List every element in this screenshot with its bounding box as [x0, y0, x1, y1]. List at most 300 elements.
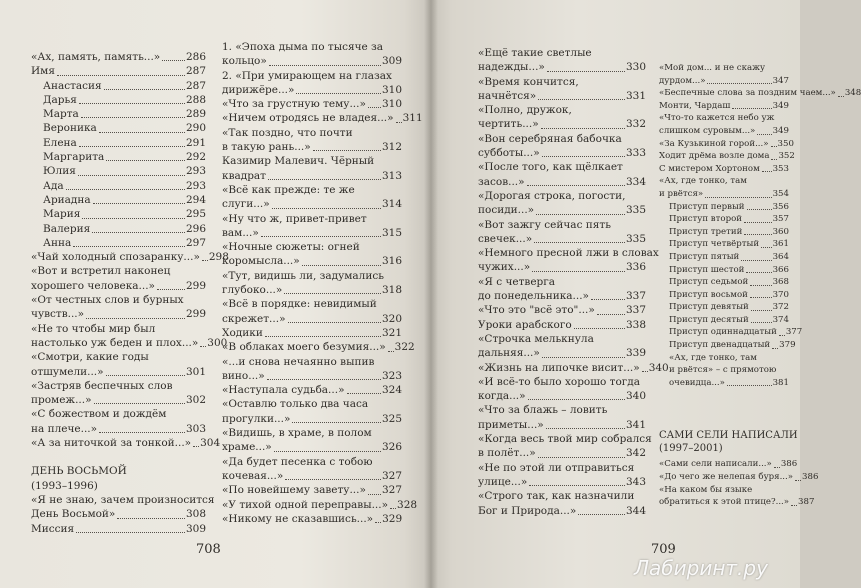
toc-leader-dots — [268, 179, 381, 180]
toc-leader-dots — [117, 518, 185, 519]
toc-entry — [31, 236, 206, 250]
toc-leader-dots — [292, 422, 381, 423]
toc-entry — [478, 232, 646, 246]
toc-entry-page: 315 — [381, 226, 402, 239]
toc-leader-dots — [202, 260, 208, 261]
toc-leader-dots — [751, 310, 772, 311]
toc-entry-title: Ходит дрёма возле дома — [659, 151, 770, 162]
toc-entry-line: «Застряв беспечных слов — [31, 379, 173, 392]
toc-entry-page: 316 — [381, 255, 402, 268]
toc-entry-title: «Что это "всё это"...» — [478, 304, 595, 317]
toc-entry — [478, 175, 646, 189]
toc-entry-title: Анна — [43, 236, 72, 249]
toc-entry-line: «Тут, видишь ли, задумались — [222, 269, 384, 282]
toc-leader-dots — [574, 328, 625, 329]
toc-entry — [31, 93, 206, 107]
toc-entry-page: 332 — [625, 118, 646, 131]
toc-entry-title: Миссия — [31, 522, 75, 535]
toc-leader-dots — [93, 203, 185, 204]
toc-entry-page: 348 — [844, 88, 861, 99]
toc-entry — [659, 125, 789, 138]
toc-entry — [222, 226, 402, 240]
toc-entry-title: «Наступала судьба...» — [222, 384, 345, 397]
toc-leader-dots — [106, 160, 185, 161]
toc-leader-dots — [94, 403, 185, 404]
toc-leader-dots — [529, 485, 625, 486]
toc-entry-title: скрежет...» — [222, 312, 286, 325]
toc-entry-title: Приступ пятый — [669, 251, 740, 262]
toc-leader-dots — [795, 480, 801, 481]
toc-entry-title: Маргарита — [43, 151, 105, 164]
toc-leader-dots — [791, 505, 797, 506]
toc-entry-title: на плече...» — [31, 422, 98, 435]
toc-leader-dots — [375, 522, 381, 523]
toc-leader-dots — [79, 146, 185, 147]
toc-leader-dots — [741, 260, 771, 261]
toc-entry-title: «Беспечные слова за поздним чаем...» — [659, 88, 836, 99]
toc-entry-line: «Ночные сюжеты: огней — [222, 241, 360, 254]
toc-leader-dots — [86, 318, 185, 319]
toc-entry-title: глубоко...» — [222, 284, 283, 297]
toc-entry-page: 286 — [185, 51, 206, 63]
toc-entry-page: 366 — [772, 264, 789, 275]
toc-entry-line: «От честных слов и бурных — [31, 294, 184, 307]
toc-entry-title: «Сами сели написали...» — [659, 459, 772, 470]
toc-entry-page: 334 — [625, 175, 646, 188]
toc-entry-title: и рвётся» — [659, 188, 704, 199]
toc-entry — [31, 365, 206, 379]
toc-entry-title: «До чего же нелепая буря...» — [659, 472, 794, 483]
toc-entry-title: начнётся» — [478, 89, 537, 102]
toc-entry-title: Анастасия — [43, 79, 102, 92]
toc-entry-line: и рвётся» – с прямотою — [669, 365, 777, 376]
toc-entry-line: «Я с четверга — [478, 275, 556, 288]
toc-leader-dots — [779, 335, 785, 336]
toc-entry-title: Приступ шестой — [669, 264, 745, 275]
toc-leader-dots — [727, 385, 772, 386]
toc-entry-line: Казимир Малевич. Чёрный — [222, 155, 375, 168]
toc-entry-page: 337 — [625, 290, 646, 303]
toc-leader-dots — [772, 348, 778, 349]
toc-entry-line: 1. «Эпоха дыма по тысяче за — [222, 41, 384, 53]
toc-entry-page: 350 — [777, 138, 794, 149]
toc-leader-dots — [542, 156, 625, 157]
toc-entry — [478, 89, 646, 103]
toc-entry-page: 303 — [185, 422, 206, 435]
toc-leader-dots — [269, 65, 381, 66]
toc-entry-title: Уроки арабского — [478, 318, 572, 331]
toc-entry-title: Марта — [43, 108, 79, 121]
toc-leader-dots — [296, 93, 381, 94]
toc-entry-line: «Ах, где тонко, там — [659, 176, 747, 187]
toc-entry-page: 309 — [185, 522, 206, 535]
section-heading: САМИ СЕЛИ НАПИСАЛИ — [659, 430, 798, 442]
toc-leader-dots — [302, 265, 381, 266]
toc-leader-dots — [532, 271, 625, 272]
toc-entry-page: 360 — [772, 226, 789, 237]
toc-entry-title: дальняя...» — [478, 347, 540, 360]
toc-entry-title: «У тихой одной переправы...» — [222, 498, 389, 511]
toc-entry-line: «Не то чтобы мир был — [31, 322, 156, 335]
toc-leader-dots — [390, 508, 396, 509]
toc-entry-title: Имя — [31, 65, 55, 78]
toc-entry-line: «Оставлю только два часа — [222, 398, 369, 411]
toc-leader-dots — [368, 494, 381, 495]
toc-entry-page: 299 — [185, 279, 206, 292]
toc-entry-page: 298 — [208, 251, 229, 264]
toc-leader-dots — [267, 379, 381, 380]
toc-entry-line: «Когда весь твой мир собрался — [478, 433, 652, 446]
toc-entry — [31, 336, 228, 350]
toc-entry-title: чужих...» — [478, 261, 531, 274]
toc-entry — [659, 226, 789, 239]
toc-entry — [31, 222, 206, 236]
toc-entry — [659, 87, 861, 100]
toc-entry-page: 299 — [185, 308, 206, 321]
watermark-logo: Лабиринт.ру — [634, 556, 768, 580]
toc-entry — [478, 418, 646, 432]
toc-entry-page: 340 — [648, 361, 669, 374]
toc-entry — [659, 251, 789, 264]
toc-entry-title: свечек...» — [478, 232, 533, 245]
toc-entry-page: 387 — [798, 497, 815, 508]
toc-leader-dots — [541, 128, 625, 129]
toc-entry-title: День Восьмой» — [31, 508, 116, 521]
toc-entry-page: 352 — [778, 151, 795, 162]
toc-entry — [659, 138, 794, 151]
toc-entry-title: Ада — [43, 179, 64, 192]
right-page-column-2 — [659, 62, 861, 509]
toc-entry-page: 356 — [772, 201, 789, 212]
toc-entry — [222, 140, 402, 154]
toc-entry-title: до понедельника...» — [478, 290, 589, 303]
toc-entry-title: «Что за грустную тему...» — [222, 98, 366, 111]
toc-leader-dots — [274, 451, 381, 452]
toc-entry-line: «После того, как щёлкает — [478, 161, 623, 174]
toc-entry — [659, 150, 795, 163]
toc-entry-page: 370 — [772, 289, 789, 300]
toc-leader-dots — [538, 99, 625, 100]
toc-leader-dots — [546, 428, 625, 429]
toc-entry — [659, 471, 819, 484]
toc-entry — [659, 289, 789, 302]
toc-entry — [659, 458, 798, 471]
toc-entry-page: 353 — [772, 163, 789, 174]
toc-entry-page: 326 — [381, 441, 402, 454]
toc-entry — [31, 121, 206, 135]
toc-entry-line: «Да будет песенка с тобою — [222, 455, 373, 468]
toc-leader-dots — [284, 293, 381, 294]
toc-entry-title: слуги...» — [222, 198, 270, 211]
toc-leader-dots — [771, 159, 777, 160]
toc-leader-dots — [76, 532, 185, 533]
toc-leader-dots — [774, 467, 780, 468]
toc-entry — [222, 498, 418, 512]
toc-entry-title: Вероника — [43, 122, 97, 135]
toc-entry-title: чертить...» — [478, 118, 539, 131]
toc-entry-page: 337 — [625, 304, 646, 317]
toc-leader-dots — [272, 208, 381, 209]
toc-entry-title: дирижёре...» — [222, 83, 295, 96]
toc-entry-line: «Я не знаю, зачем произносится — [31, 493, 215, 506]
toc-entry-page: 374 — [772, 314, 789, 325]
toc-entry-line: «Дорогая строка, погости, — [478, 189, 626, 202]
toc-entry-page: 368 — [772, 277, 789, 288]
right-page-column-1 — [478, 46, 669, 518]
toc-entry-title: Приступ девятый — [669, 302, 749, 313]
toc-leader-dots — [707, 83, 771, 84]
toc-entry — [659, 75, 789, 88]
toc-entry-page: 344 — [625, 504, 646, 517]
toc-leader-dots — [388, 351, 394, 352]
toc-entry — [659, 213, 789, 226]
toc-leader-dots — [761, 247, 772, 248]
section-block — [659, 429, 798, 455]
toc-leader-dots — [536, 214, 625, 215]
toc-entry — [222, 440, 402, 454]
toc-entry-page: 379 — [779, 340, 796, 351]
toc-entry-line: «Полно, дружок, — [478, 104, 572, 117]
toc-entry-title: Елена — [43, 136, 77, 149]
toc-leader-dots — [746, 272, 771, 273]
toc-entry-line: «Видишь, в храме, в полом — [222, 427, 372, 440]
toc-entry — [478, 60, 646, 74]
toc-entry-title: Ходики — [222, 326, 263, 339]
toc-entry-page: 330 — [625, 61, 646, 74]
toc-entry — [31, 79, 206, 93]
toc-entry-page: 290 — [185, 122, 206, 135]
toc-entry-title: Приступ седьмой — [669, 277, 749, 288]
toc-entry — [478, 289, 646, 303]
toc-entry-page: 340 — [625, 390, 646, 403]
toc-leader-dots — [200, 346, 206, 347]
toc-entry-page: 289 — [185, 108, 206, 121]
toc-entry-title: С мистером Хортоном — [659, 163, 760, 174]
toc-entry-title: промеж...» — [31, 394, 92, 407]
toc-entry — [659, 496, 815, 509]
toc-entry-page: 361 — [772, 239, 789, 250]
toc-entry — [222, 197, 402, 211]
toc-leader-dots — [538, 457, 625, 458]
toc-entry — [222, 483, 402, 497]
toc-entry-page: 308 — [185, 508, 206, 521]
toc-entry-line: «Не по этой ли отправиться — [478, 461, 635, 474]
toc-entry — [659, 314, 789, 327]
toc-leader-dots — [79, 103, 185, 104]
toc-entry-page: 310 — [381, 83, 402, 96]
toc-entry — [478, 146, 646, 160]
toc-leader-dots — [78, 175, 185, 176]
toc-entry-title: «По новейшему завету...» — [222, 484, 366, 497]
toc-leader-dots — [705, 197, 771, 198]
toc-entry-title: Приступ восьмой — [669, 289, 748, 300]
toc-entry-title: «Никому не сказавшись...» — [222, 512, 374, 525]
toc-entry-title: Приступ десятый — [669, 314, 749, 325]
toc-entry-title: дурдом...» — [659, 75, 706, 86]
toc-entry-title: Приступ третий — [669, 226, 743, 237]
toc-entry-title: Валерия — [43, 222, 91, 235]
toc-entry-title: улице...» — [478, 475, 528, 488]
toc-entry — [659, 339, 796, 352]
toc-entry-title: вино...» — [222, 369, 265, 382]
toc-entry-page: 341 — [625, 418, 646, 431]
toc-entry-title: «Чай холодный спозаранку...» — [31, 251, 200, 264]
toc-entry-line: «...и снова нечаянно выпив — [222, 355, 375, 368]
toc-entry-line: «Мой дом... и не скажу — [659, 63, 766, 73]
toc-entry-title: Бог и Природа...» — [478, 504, 577, 517]
toc-entry-page: 309 — [381, 55, 402, 68]
toc-entry — [31, 136, 206, 150]
toc-entry-line: «Что за блажь – ловить — [478, 404, 608, 417]
toc-entry-title: Мария — [43, 208, 81, 221]
toc-entry-page: 331 — [625, 89, 646, 102]
toc-leader-dots — [542, 357, 625, 358]
toc-entry — [31, 150, 206, 164]
toc-leader-dots — [288, 322, 381, 323]
toc-entry — [478, 446, 646, 460]
toc-leader-dots — [757, 134, 771, 135]
toc-leader-dots — [396, 122, 402, 123]
toc-entry — [31, 436, 221, 450]
toc-entry-page: 335 — [625, 232, 646, 245]
toc-entry — [478, 389, 646, 403]
toc-leader-dots — [193, 446, 199, 447]
toc-leader-dots — [313, 150, 381, 151]
toc-entry — [478, 117, 646, 131]
toc-entry-page: 301 — [185, 365, 206, 378]
toc-entry-title: «Ах, память, память...» — [31, 51, 161, 63]
toc-leader-dots — [750, 285, 771, 286]
toc-entry — [31, 207, 206, 221]
toc-leader-dots — [57, 75, 185, 76]
toc-entry-page: 347 — [772, 75, 789, 86]
toc-entry — [659, 163, 789, 176]
toc-entry — [31, 64, 206, 78]
toc-entry-line: «Ещё такие светлые — [478, 47, 592, 59]
toc-entry-title: «Жизнь на липочке висит...» — [478, 361, 640, 374]
toc-entry-title: хорошего человека...» — [31, 279, 155, 292]
toc-entry-title: в такую рань...» — [222, 141, 311, 154]
toc-entry — [659, 264, 789, 277]
toc-entry-page: 343 — [625, 475, 646, 488]
toc-leader-dots — [157, 289, 185, 290]
toc-entry-page: 310 — [381, 98, 402, 111]
toc-entry — [222, 54, 402, 68]
toc-entry-page: 372 — [772, 302, 789, 313]
toc-entry-title: Приступ четвёртый — [669, 239, 760, 250]
toc-entry-page: 328 — [397, 498, 418, 511]
toc-entry — [478, 504, 646, 518]
toc-entry — [31, 522, 206, 536]
toc-leader-dots — [547, 71, 625, 72]
toc-entry-page: 313 — [381, 169, 402, 182]
toc-entry-page: 300 — [207, 336, 228, 349]
toc-entry — [222, 97, 402, 111]
toc-entry-line: «Строчка мелькнула — [478, 332, 594, 345]
toc-leader-dots — [106, 375, 185, 376]
toc-leader-dots — [762, 171, 772, 172]
toc-entry-page: 349 — [772, 100, 789, 111]
toc-entry — [659, 377, 789, 390]
toc-entry-title: очевидца...» — [669, 377, 725, 388]
toc-entry-page: 304 — [200, 437, 221, 450]
toc-entry-page: 324 — [381, 384, 402, 397]
toc-entry-line: «Вот зажгу сейчас пять — [478, 218, 611, 231]
toc-entry — [222, 283, 402, 297]
toc-entry-page: 386 — [780, 459, 798, 470]
toc-entry-page: 342 — [625, 447, 646, 460]
toc-entry-title: субботы...» — [478, 147, 540, 160]
toc-entry-page: 364 — [772, 251, 789, 262]
toc-leader-dots — [82, 218, 185, 219]
toc-entry-line: «Немного пресной лжи в словах — [478, 247, 659, 260]
toc-entry — [659, 301, 789, 314]
toc-entry — [659, 238, 789, 251]
toc-entry-page: 335 — [625, 204, 646, 217]
toc-entry — [31, 193, 206, 207]
toc-entry-page: 297 — [185, 236, 206, 249]
toc-entry — [478, 303, 646, 317]
toc-leader-dots — [66, 189, 185, 190]
toc-entry-title: Приступ двенадцатый — [669, 340, 771, 351]
toc-entry-title: Приступ второй — [669, 214, 742, 225]
toc-entry-title: квадрат — [222, 169, 266, 182]
right-page-number: 709 — [651, 542, 676, 557]
toc-entry-page: 327 — [381, 469, 402, 482]
toc-leader-dots — [578, 514, 625, 515]
toc-entry-title: засов...» — [478, 175, 525, 188]
toc-entry-page: 291 — [185, 136, 206, 149]
section-dates: (1993–1996) — [31, 479, 98, 492]
toc-leader-dots — [597, 314, 625, 315]
toc-entry-page: 339 — [625, 347, 646, 360]
toc-leader-dots — [750, 297, 772, 298]
toc-entry — [478, 318, 646, 332]
toc-entry-title: чувств...» — [31, 308, 85, 321]
toc-entry-line: «Всё как прежде: те же — [222, 183, 355, 196]
toc-entry-page: 327 — [381, 484, 402, 497]
toc-entry-title: коромысла...» — [222, 255, 300, 268]
toc-entry-page: 336 — [625, 261, 646, 274]
toc-entry-page: 314 — [381, 198, 402, 211]
toc-entry — [659, 100, 789, 113]
toc-leader-dots — [261, 236, 381, 237]
toc-entry — [478, 260, 646, 274]
toc-entry — [31, 179, 206, 193]
toc-entry-line: «Ну что ж, привет-привет — [222, 212, 367, 225]
toc-entry-page: 329 — [382, 512, 403, 525]
toc-entry — [659, 188, 789, 201]
toc-entry-page: 357 — [772, 214, 789, 225]
toc-entry-page: 323 — [381, 369, 402, 382]
toc-leader-dots — [527, 185, 625, 186]
toc-entry-title: вам...» — [222, 226, 259, 239]
toc-entry-line: «Вот и встретил наконец — [31, 265, 171, 278]
toc-entry-page: 354 — [772, 188, 789, 199]
toc-entry — [659, 276, 789, 289]
toc-entry — [222, 254, 402, 268]
toc-leader-dots — [368, 107, 381, 108]
toc-entry-line: «Что-то кажется небо уж — [659, 113, 775, 124]
toc-leader-dots — [534, 242, 625, 243]
toc-entry-page: 311 — [402, 112, 423, 125]
toc-leader-dots — [73, 246, 185, 247]
toc-leader-dots — [162, 60, 185, 61]
toc-entry — [478, 361, 669, 375]
toc-entry-page: 333 — [625, 147, 646, 160]
toc-entry-page: 321 — [381, 326, 402, 339]
toc-leader-dots — [751, 322, 772, 323]
